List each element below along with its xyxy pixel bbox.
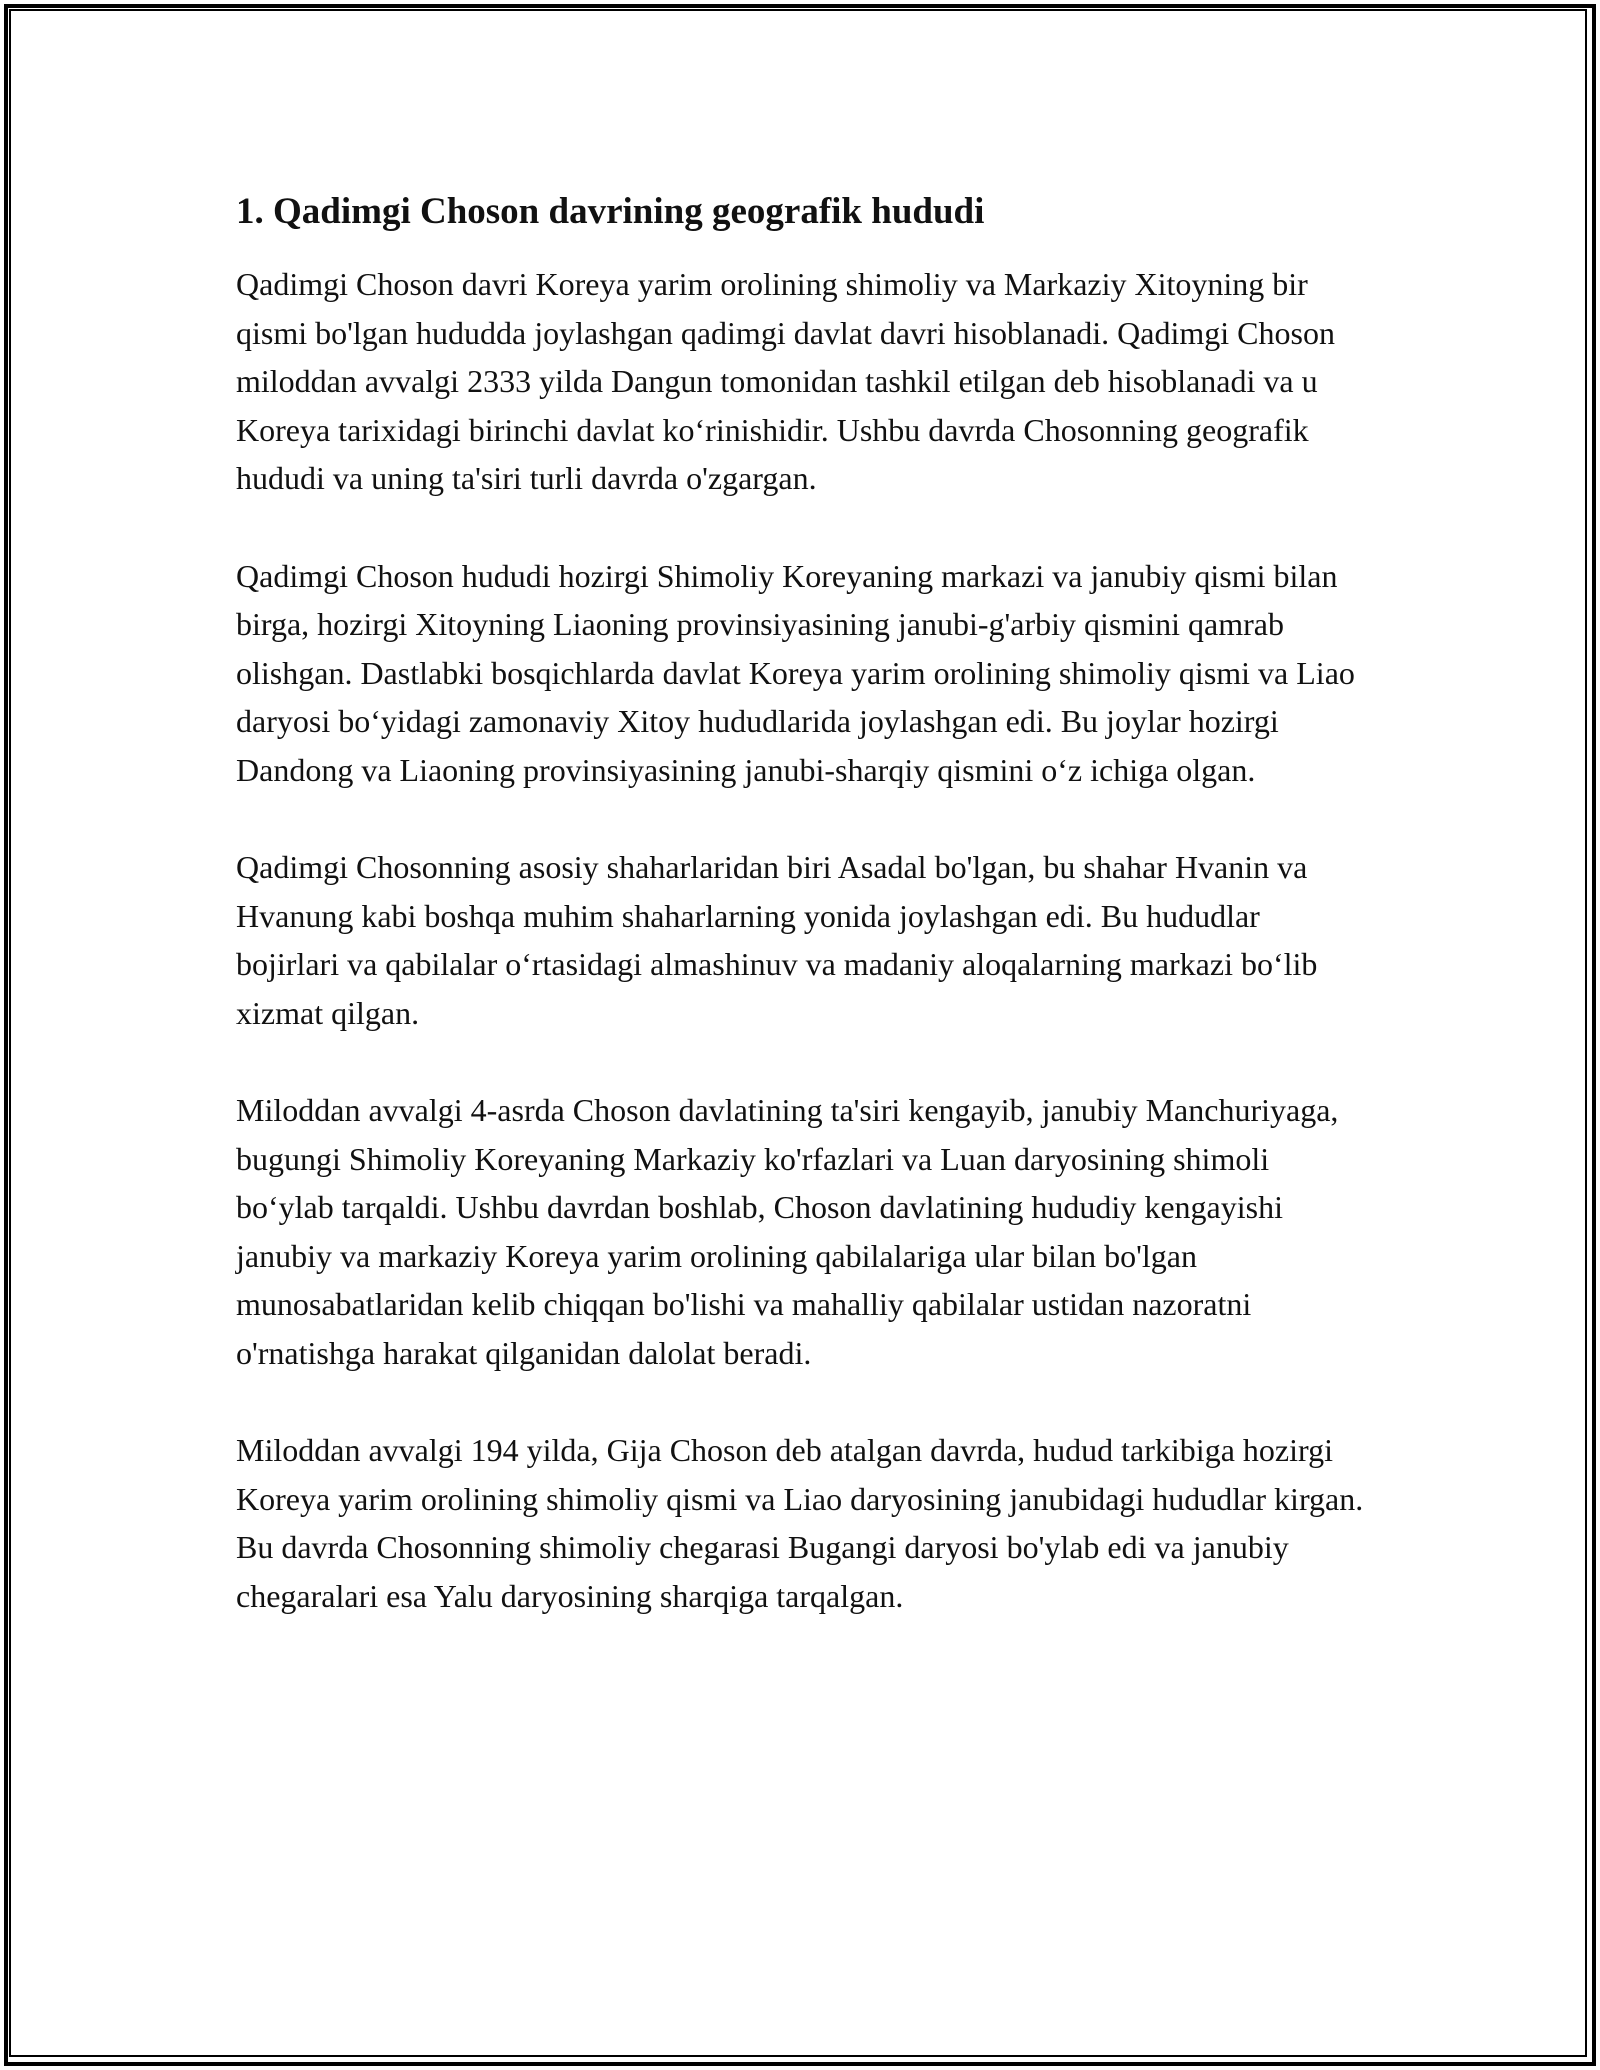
paragraph-2: Qadimgi Choson hududi hozirgi Shimoliy Koreyaning markazi va janubiy qismi bilan birga, hozirgi Xitoyning Liaoning provinsiyasining janubi-g'arbiy qismini qamrab olishgan. Dastlabki bosqichlarda davlat Koreya yarim orolining shimoliy qismi va Liao daryosi boʻyidagi zamonaviy Xitoy hududlarida joylashgan edi. Bu joylar hozirgi Dandong va Liaoning provinsiyasining janubi-sharqiy qismini oʻz ichiga olgan.: [236, 557, 1355, 788]
paragraph-5: Miloddan avvalgi 194 yilda, Gija Choson deb atalgan davrda, hudud tarkibiga hozirgi Koreya yarim orolining shimoliy qismi va Liao daryosining janubidagi hududlar kirgan. Bu davrda Chosonning shimoliy chegarasi Bugangi daryosi bo'ylab edi va janubiy chegaralari esa Yalu daryosining sharqiga tarqalgan.: [236, 1432, 1364, 1614]
paragraph-3: Qadimgi Chosonning asosiy shaharlaridan biri Asadal bo'lgan, bu shahar Hvanin va Hvanung kabi boshqa muhim shaharlarning yonida joylashgan edi. Bu hududlar bojirlari va qabilalar oʻrtasidagi almashinuv va madaniy aloqalarning markazi boʻlib xizmat qilgan.: [236, 849, 1318, 1031]
section-heading: 1. Qadimgi Choson davrining geografik hududi: [236, 191, 985, 232]
paragraph-4: Miloddan avvalgi 4-asrda Choson davlatining ta'siri kengayib, janubiy Manchuriyaga, bugungi Shimoliy Koreyaning Markaziy ko'rfazlari va Luan daryosining shimoli boʻylab tarqaldi. Ushbu davrdan boshlab, Choson davlatining hududiy kengayishi janubiy va markaziy Koreya yarim orolining qabilalariga ular bilan bo'lgan munosabatlaridan kelib chiqqan bo'lishi va mahalliy qabilalar ustidan nazoratni o'rnatishga harakat qilganidan dalolat beradi.: [236, 1092, 1339, 1371]
paragraph-1: Qadimgi Choson davri Koreya yarim orolining shimoliy va Markaziy Xitoyning bir qismi bo'lgan hududda joylashgan qadimgi davlat davri hisoblanadi. Qadimgi Choson miloddan avvalgi 2333 yilda Dangun tomonidan tashkil etilgan deb hisoblanadi va u Koreya tarixidagi birinchi davlat koʻrinishidir. Ushbu davrda Chosonning geografik hududi va uning ta'siri turli davrda o'zgargan.: [236, 266, 1335, 496]
document-body: [236, 188, 1366, 1669]
